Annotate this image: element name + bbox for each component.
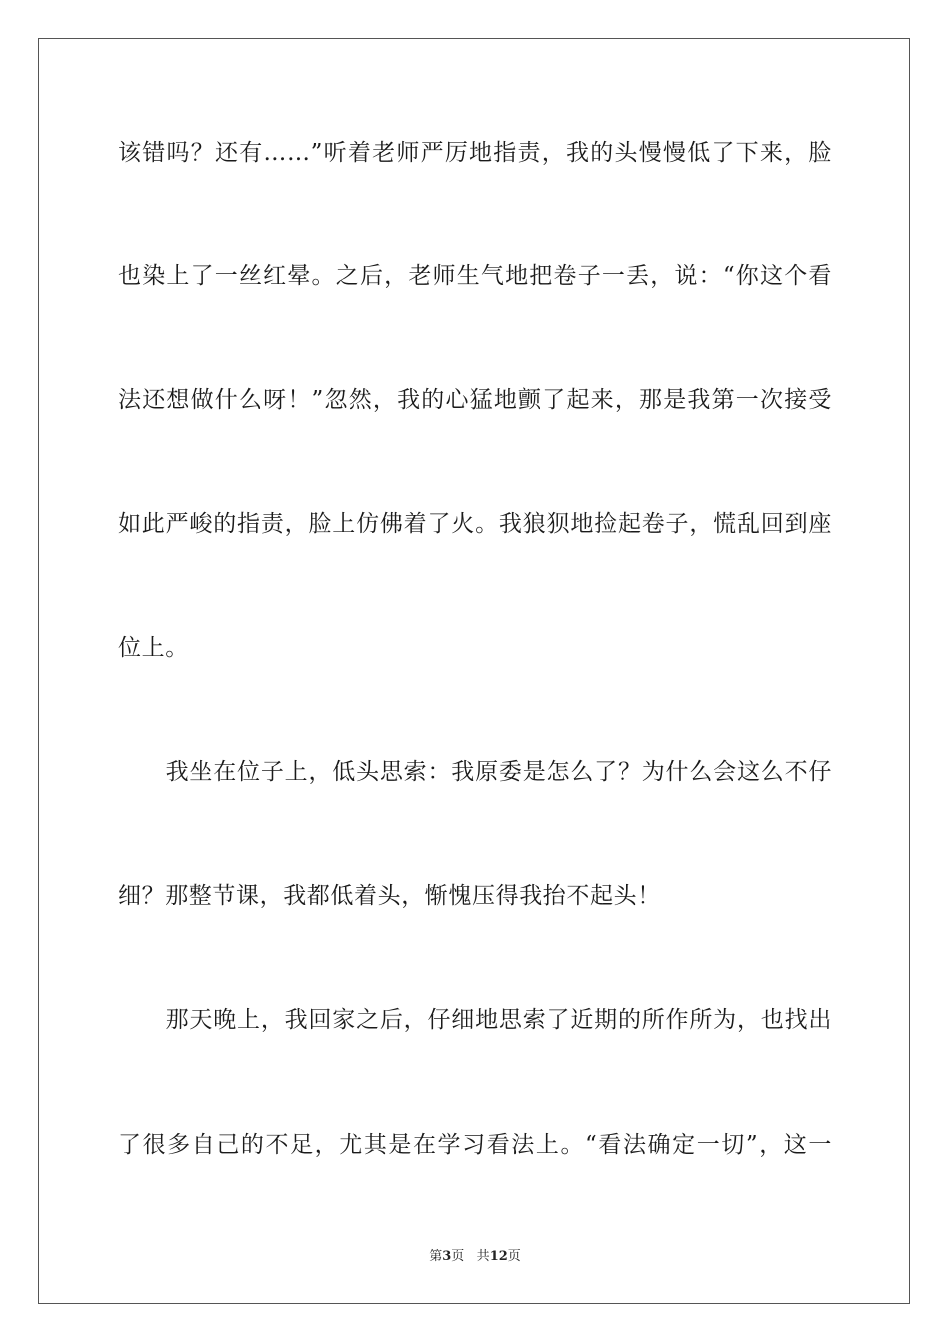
page-border (38, 38, 910, 1304)
text-line-8: 那天晚上，我回家之后，仔细地思索了近期的所作所为，也找出 (118, 1007, 832, 1033)
text-line-9: 了很多自己的不足，尤其是在学习看法上。“看法确定一切”，这一 (118, 1132, 832, 1158)
text-line-2: 也染上了一丝红晕。之后，老师生气地把卷子一丢，说：“你这个看 (118, 263, 832, 289)
total-prefix: 共 (476, 1249, 490, 1264)
page-suffix: 页 (451, 1249, 465, 1264)
text-line-3: 法还想做什么呀！”忽然，我的心猛地颤了起来，那是我第一次接受 (118, 387, 832, 413)
page-total: 12 (489, 1249, 508, 1264)
text-line-6: 我坐在位子上，低头思索：我原委是怎么了？为什么会这么不仔 (118, 759, 832, 785)
total-suffix: 页 (507, 1249, 521, 1264)
text-line-1: 该错吗？还有……”听着老师严厉地指责，我的头慢慢低了下来，脸 (118, 140, 832, 166)
page-footer (0, 1248, 950, 1266)
page-prefix: 第 (429, 1249, 443, 1264)
text-line-7: 细？那整节课，我都低着头，惭愧压得我抬不起头！ (118, 883, 661, 909)
page-current: 3 (442, 1249, 452, 1264)
text-line-5: 位上。 (118, 635, 189, 661)
text-line-4: 如此严峻的指责，脸上仿佛着了火。我狼狈地捡起卷子，慌乱回到座 (118, 511, 832, 537)
